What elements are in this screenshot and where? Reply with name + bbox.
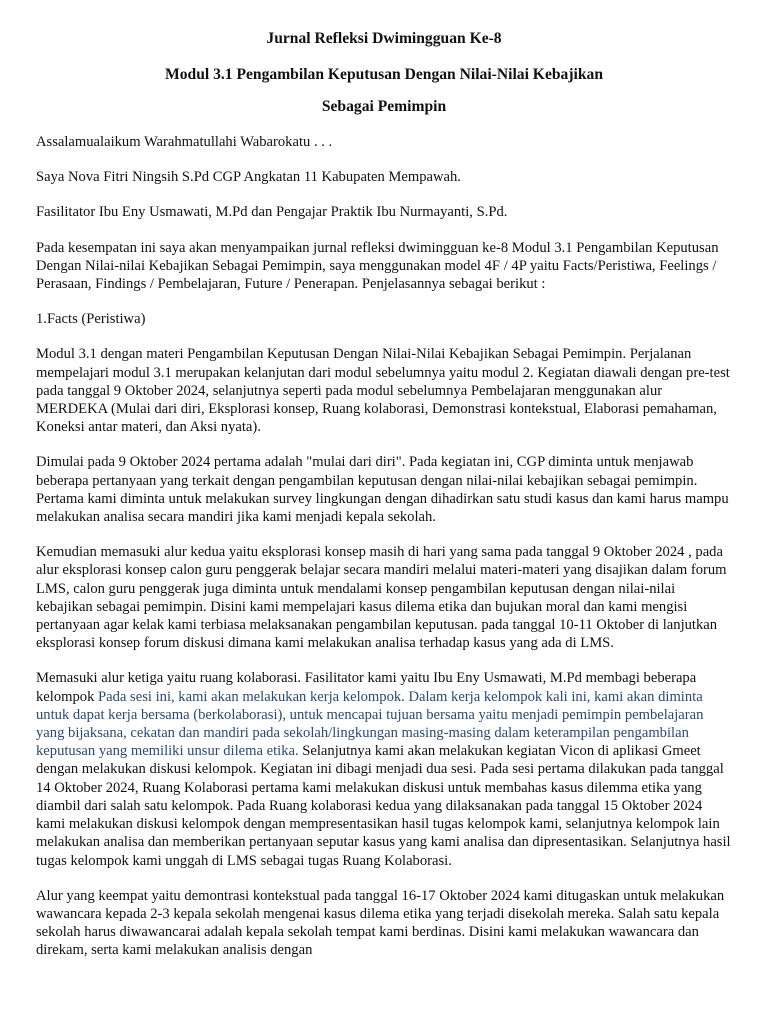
facilitator-paragraph: Fasilitator Ibu Eny Usmawati, M.Pd dan Pengajar Praktik Ibu Nurmayanti, S.Pd. (36, 204, 508, 221)
document-title: Jurnal Refleksi Dwimingguan Ke-8 (266, 30, 502, 47)
document-subtitle-line1: Modul 3.1 Pengambilan Keputusan Dengan Nilai-Nilai Kebajikan (165, 66, 603, 83)
document-subtitle-line2: Sebagai Pemimpin (321, 98, 447, 115)
section-heading-facts: 1.Facts (Peristiwa) (36, 311, 146, 328)
facts-paragraph-2: Dimulai pada 9 Oktober 2024 pertama adalah "mulai dari diri". Pada kegiatan ini, CGP diminta untuk menjawab beberapa pertanyaan yang terkait dengan pengambilan keputusan dengan nilai-nilai kebajikan sebagai pemimpin. Pertama kami diminta untuk melakukan survey lingkungan dengan dihadirkan satu studi kasus dan kami harus mampu melakukan analisa secara mandiri jika kami menjadi kepala sekolah. (36, 454, 729, 526)
facts-paragraph-3: Kemudian memasuki alur kedua yaitu eksplorasi konsep masih di hari yang sama pada tanggal 9 Oktober 2024 , pada alur eksplorasi konsep calon guru penggerak belajar secara mandiri melalui materi-materi yang disajikan dalam forum LMS, calon guru penggerak juga diminta untuk mendalami konsep pengambilan keputusan dengan nilai-nilai kebajikan sebagai pemimpin. Disini kami mempelajari kasus dilema etika dan bujukan moral dan kami mengisi pertanyaan agar kelak kami terbiasa melaksanakan pengambilan keputusan. pada tanggal 10-11 Oktober di lanjutkan eksplorasi konsep forum diskusi dimana kami melakukan analisa terhadap kasus yang ada di LMS. (36, 544, 727, 652)
greeting-paragraph: Assalamualaikum Warahmatullahi Wabarokatu . . . (36, 134, 333, 150)
opening-paragraph: Pada kesempatan ini saya akan menyampaikan jurnal refleksi dwimingguan ke-8 Modul 3.1 Pengambilan Keputusan Dengan Nilai-nilai Kebajikan Sebagai Pemimpin, saya menggunakan model 4F / 4P yaitu Facts/Peristiwa, Feelings / Perasaan, Findings / Pembelajaran, Future / Penerapan. Penjelasannya sebagai berikut : (36, 239, 719, 293)
facts-paragraph-4-end: Selanjutnya kami akan melakukan kegiatan Vicon di aplikasi Gmeet dengan melakukan diskusi kelompok. Kegiatan ini dibagi menjadi dua sesi. Pada sesi pertama dilakukan pada tanggal 14 Oktober 2024, Ruang Kolaborasi pertama kami melakukan diskusi untuk membahas kasus dilemma etika yang diambil dari salah satu kelompok. Pada Ruang kolaborasi kedua yang dilaksanakan pada tanggal 15 Oktober 2024 kami melakukan diskusi kelompok dengan mempresentasikan hasil tugas kelompok kami, selanjutnya kelompok lain melakukan analisa dan memberikan pertanyaan seputar kasus yang kami analisa dan dipresentasikan. Selanjutnya hasil tugas kelompok kami unggah di LMS sebagai tugas Ruang Kolaborasi. (36, 743, 731, 869)
facts-paragraph-5: Alur yang keempat yaitu demontrasi kontekstual pada tanggal 16-17 Oktober 2024 kami ditugaskan untuk melakukan wawancara kepada 2-3 kepala sekolah mengenai kasus dilema etika yang terjadi disekolah mereka. Salah satu kepala sekolah harus diwawancarai adalah kepala sekolah tempat kami berdinas. Disini kami melakukan wawancara dan direkam, serta kami melakukan analisis dengan (36, 887, 725, 959)
facts-paragraph-4 (36, 669, 732, 869)
facts-paragraph-1: Modul 3.1 dengan materi Pengambilan Keputusan Dengan Nilai-Nilai Kebajikan Sebagai Pemimpin. Perjalanan mempelajari modul 3.1 merupakan kelanjutan dari modul sebelumnya yaitu modul 2. Kegiatan diawali dengan pre-test pada tanggal 9 Oktober 2024, selanjutnya seperti pada modul sebelumnya Pembelajaran menggunakan alur MERDEKA (Mulai dari diri, Eksplorasi konsep, Ruang kolaborasi, Demonstrasi kontekstual, Elaborasi pemahaman, Koneksi antar materi, dan Aksi nyata). (36, 346, 730, 436)
facts-paragraph-4-highlight: Pada sesi ini, kami akan melakukan kerja kelompok. Dalam kerja kelompok kali ini, kami akan diminta untuk dapat kerja bersama (berkolaborasi), untuk mencapai tujuan bersama yaitu menjadi pemimpin pembelajaran yang bijaksana, cekatan dan mandiri pada sekolah/lingkungan masing-masing dalam keterampilan pengambilan keputusan yang memiliki unsur dilema etika. (36, 688, 704, 760)
facts-paragraph-4-start: Memasuki alur ketiga yaitu ruang kolaborasi. Fasilitator kami yaitu Ibu Eny Usmawati, M.Pd membagi beberapa kelompok (36, 670, 697, 705)
intro-paragraph: Saya Nova Fitri Ningsih S.Pd CGP Angkatan 11 Kabupaten Mempawah. (36, 169, 461, 186)
